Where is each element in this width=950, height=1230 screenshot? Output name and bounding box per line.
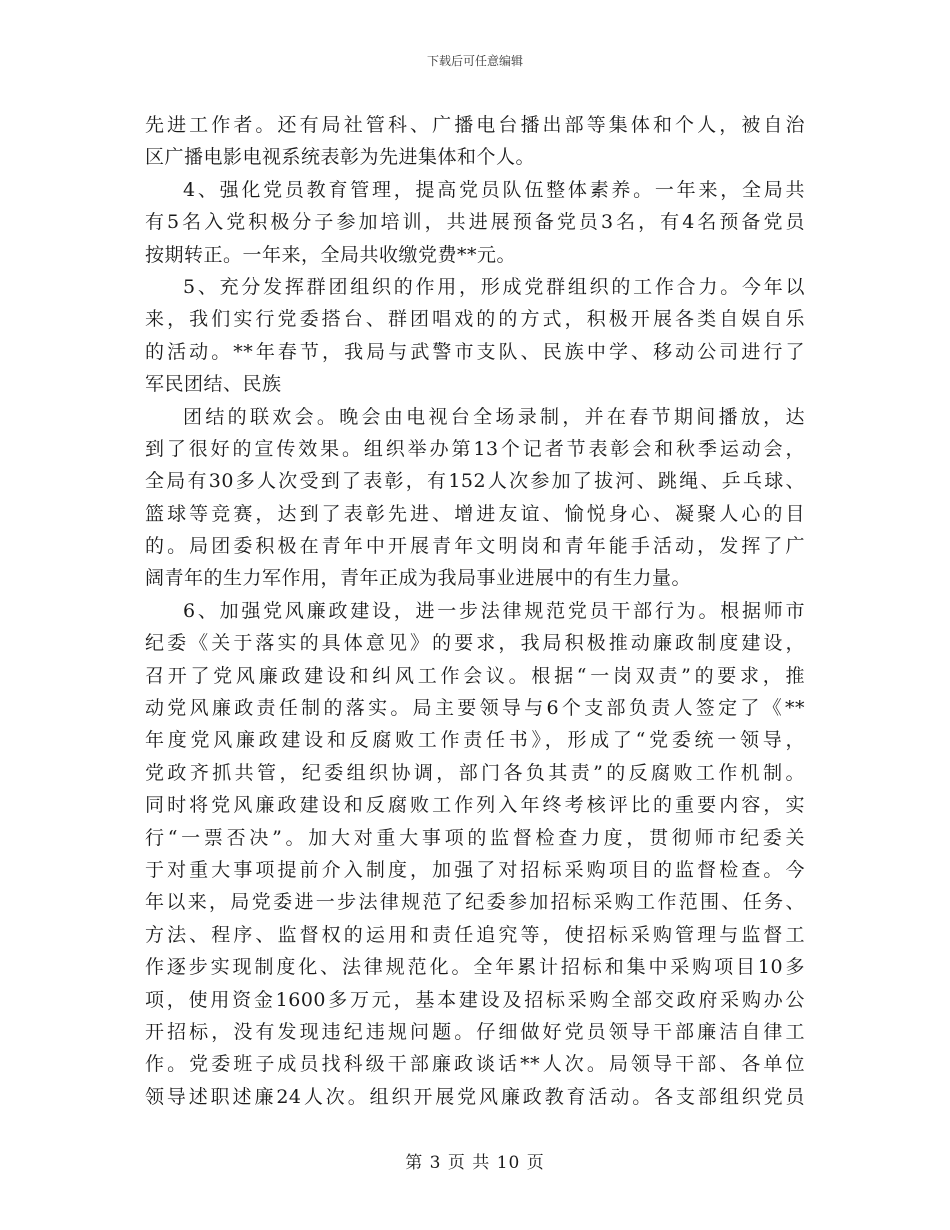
text-line: 纪委《关于落实的具体意见》的要求，我局积极推动廉政制度建设，	[145, 632, 805, 655]
page-number: 第 3 页 共 10 页	[405, 1153, 545, 1173]
text-line: 有5名入党积极分子参加培训，共进展预备党员3名，有4名预备党员	[145, 211, 805, 234]
text-line: 于对重大事项提前介入制度，加强了对招标采购项目的监督检查。今	[145, 858, 805, 881]
text-line: 的。局团委积极在青年中开展青年文明岗和青年能手活动，发挥了广	[145, 535, 805, 558]
page-header-note: 下载后可任意编辑	[426, 54, 523, 68]
text-line: 来，我们实行党委搭台、群团唱戏的的方式，积极开展各类自娱自乐	[145, 308, 805, 331]
text-line: 阔青年的生力军作用，青年正成为我局事业进展中的有生力量。	[145, 567, 692, 590]
text-line: 作。党委班子成员找科级干部廉政谈话**人次。局领导干部、各单位	[145, 1053, 805, 1076]
text-line: 动党风廉政责任制的落实。局主要领导与6个支部负责人签定了《**	[145, 697, 805, 720]
text-line: 召开了党风廉政建设和纠风工作会议。根据“一岗双责”的要求，推	[145, 664, 805, 687]
text-line: 5、充分发挥群团组织的作用，形成党群组织的工作合力。今年以	[183, 275, 805, 298]
text-line: 4、强化党员教育管理，提高党员队伍整体素养。一年来，全局共	[183, 178, 805, 201]
text-line: 先进工作者。还有局社管科、广播电台播出部等集体和个人，被自治	[145, 114, 805, 136]
text-line: 军民团结、民族	[145, 373, 282, 396]
text-line: 6、加强党风廉政建设，进一步法律规范党员干部行为。根据师市	[183, 599, 805, 622]
text-line: 年以来，局党委进一步法律规范了纪委参加招标采购工作范围、任务、	[145, 891, 805, 914]
text-line: 全局有30多人次受到了表彰，有152人次参加了拔河、跳绳、乒乓球、	[145, 470, 805, 493]
text-line: 区广播电影电视系统表彰为先进集体和个人。	[145, 146, 536, 169]
text-line: 项，使用资金1600多万元，基本建设及招标采购全部交政府采购办公	[145, 988, 805, 1011]
text-line: 按期转正。一年来，全局共收缴党费**元。	[145, 243, 517, 266]
text-line: 的活动。**年春节，我局与武警市支队、民族中学、移动公司进行了	[145, 340, 805, 363]
text-line: 领导述职述廉24人次。组织开展党风廉政教育活动。各支部组织党员	[145, 1085, 805, 1108]
text-line: 团结的联欢会。晚会由电视台全场录制，并在春节期间播放，达	[183, 405, 805, 428]
text-line: 作逐步实现制度化、法律规范化。全年累计招标和集中采购项目10多	[145, 956, 805, 979]
text-line: 年度党风廉政建设和反腐败工作责任书》，形成了“党委统一领导，	[145, 729, 805, 752]
text-line: 篮球等竞赛，达到了表彰先进、增进友谊、愉悦身心、凝聚人心的目	[145, 502, 805, 525]
document-body	[145, 109, 805, 1113]
text-line: 同时将党风廉政建设和反腐败工作列入年终考核评比的重要内容，实	[145, 794, 805, 817]
text-line: 到了很好的宣传效果。组织举办第13个记者节表彰会和秋季运动会，	[145, 437, 805, 460]
text-line: 方法、程序、监督权的运用和责任追究等，使招标采购管理与监督工	[145, 923, 805, 946]
text-line: 开招标，没有发现违纪违规问题。仔细做好党员领导干部廉洁自律工	[145, 1020, 805, 1043]
text-line: 党政齐抓共管，纪委组织协调，部门各负其责”的反腐败工作机制。	[145, 761, 805, 784]
text-line: 行“一票否决”。加大对重大事项的监督检查力度，贯彻师市纪委关	[145, 826, 805, 849]
